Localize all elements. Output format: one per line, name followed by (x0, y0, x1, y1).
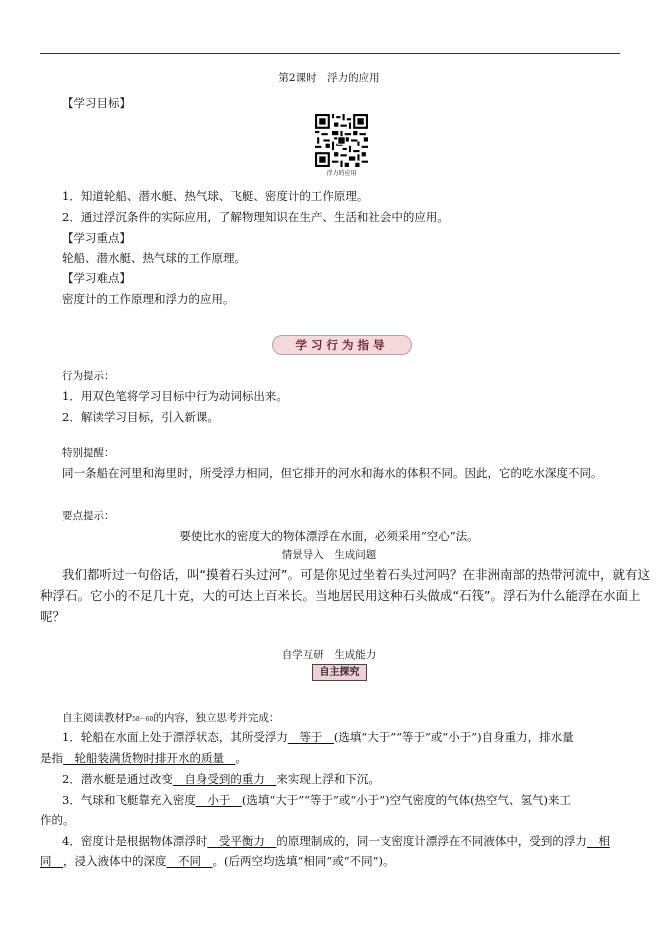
q1-text-d: 。 (235, 751, 247, 765)
q4-answer-2-start: 相 (586, 834, 610, 848)
key-points-heading: 【学习重点】 (62, 231, 131, 245)
difficulties-heading: 【学习难点】 (62, 271, 131, 285)
q4-text-a: 4．密度计是根据物体漂浮时 (62, 834, 208, 848)
self-study-heading: 自学互研 生成能力 (281, 649, 377, 661)
key-points-text: 轮船、潜水艇、热气球的工作原理。 (62, 251, 246, 265)
special-reminder-heading: 特别提醒： (62, 447, 115, 459)
objective-item-1: 1．知道轮船、潜水艇、热气球、飞艇、密度计的工作原理。 (62, 189, 369, 203)
qr-caption: 浮力的应用 (326, 170, 357, 177)
q1-answer-1: 等于 (287, 730, 334, 744)
q4-answer-1: 受平衡力 (207, 834, 277, 848)
question-1-line-2 (40, 750, 247, 766)
difficulties-text: 密度计的工作原理和浮力的应用。 (62, 292, 235, 306)
lesson-title: 第2课时 浮力的应用 (278, 72, 380, 84)
scenario-line-1: 我们都听过一句俗话，叫“摸着石头过河”。可是你见过坐着石头过河吗？在非洲南部的热带河流中，就有这 (62, 567, 650, 582)
q3-answer: 小于 (195, 793, 242, 807)
scenario-line-3: 呢？ (40, 609, 66, 624)
q3-text-a: 3．气球和飞艇靠充入密度 (62, 793, 196, 807)
behavior-tip-2: 2．解读学习目标，引入新课。 (62, 410, 219, 424)
q4-text-e: 。(后两空均选填“相同”或“不同”)。 (212, 854, 395, 868)
self-study-instruction (62, 710, 279, 725)
q4-text-d: ，浸入液体中的深度 (63, 854, 167, 868)
q4-answer-3: 不同 (166, 854, 213, 868)
question-2 (62, 771, 380, 787)
question-3-line-2: 作的。 (40, 813, 75, 827)
special-reminder-text: 同一条船在河里和海里时，所受浮力相同，但它排开的河水和海水的体积不同。因此，它的吃水深度不同。 (62, 466, 603, 480)
question-1-line-1 (62, 729, 574, 745)
behavior-tips-heading: 行为提示： (62, 370, 115, 382)
behavior-tip-1: 1．用双色笔将学习目标中行为动词标出来。 (62, 389, 288, 403)
section-banner: 学习行为指导 (272, 335, 412, 355)
q2-answer: 自身受到的重力 (172, 772, 277, 786)
q4-text-b: 的原理制成的，同一支密度计漂浮在不同液体中，受到的浮力 (276, 834, 587, 848)
objective-item-2: 2．通过浮沉条件的实际应用，了解物理知识在生产、生活和社会中的应用。 (62, 210, 449, 224)
question-3-line-1 (62, 792, 571, 808)
q1-text-a: 1．轮船在水面上处于漂浮状态，其所受浮力 (62, 730, 288, 744)
q1-text-b: (选填“大于”“等于”或“小于”)自身重力，排水量 (333, 730, 574, 744)
key-tip-text: 要使比水的密度大的物体漂浮在水面，必须采用“空心”法。 (179, 529, 479, 543)
key-tip-heading: 要点提示： (62, 510, 115, 522)
scenario-line-2: 种浮石。它小的不足几十克，大的可达上百米长。当地居民用这种石头做成“石筏”。浮石为什么能浮在水面上 (40, 588, 641, 603)
question-4-line-2 (40, 853, 395, 869)
instruction-pre: 自主阅读教材P (62, 712, 133, 724)
q3-text-b: (选填“大于”“等于”或“小于”)空气密度的气体(热空气、氢气)来工 (241, 793, 572, 807)
question-4-line-1 (62, 833, 610, 849)
self-study-badge: 自主探究 (312, 664, 367, 681)
scenario-heading: 情景导入 生成问题 (281, 549, 377, 561)
qr-code-icon[interactable] (315, 114, 368, 167)
q1-answer-2: 轮船装满货物时排开水的质量 (63, 751, 236, 765)
instruction-pages: 58～60 (132, 716, 154, 723)
q2-text-a: 2．潜水艇是通过改变 (62, 772, 173, 786)
q2-text-b: 来实现上浮和下沉。 (276, 772, 380, 786)
q1-text-c: 是指 (40, 751, 63, 765)
instruction-post: 的内容，独立思考并完成： (153, 712, 280, 724)
q4-answer-2-end: 同 (40, 854, 63, 868)
top-rule (40, 53, 620, 54)
objectives-heading: 【学习目标】 (62, 96, 131, 110)
